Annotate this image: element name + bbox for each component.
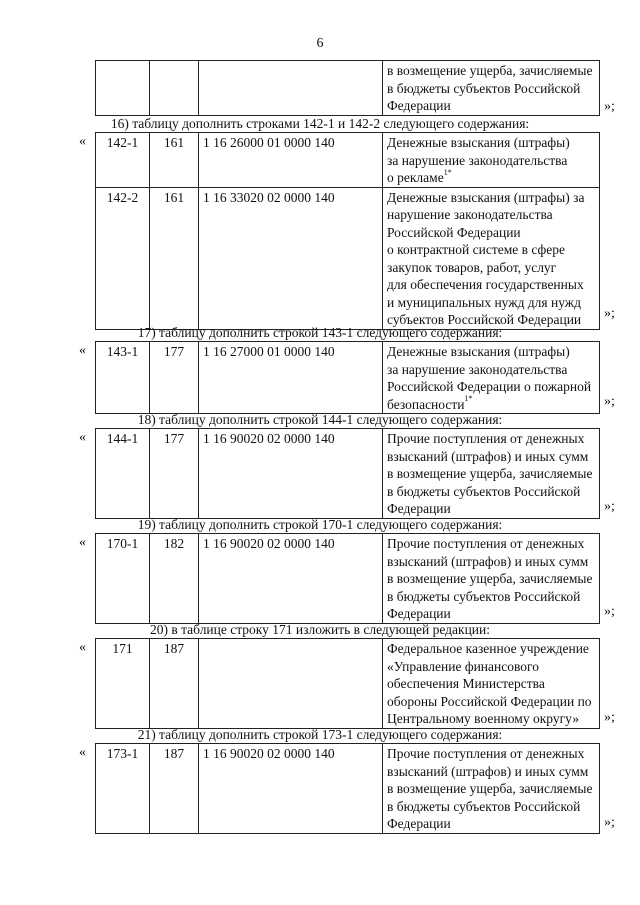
- close-quote: »;: [604, 499, 615, 514]
- description-cell: [383, 429, 600, 519]
- table-row: [95, 638, 600, 729]
- row-number-cell: 170-1: [96, 534, 150, 624]
- row-number-cell: 144-1: [96, 429, 150, 519]
- kbk-cell: 1 16 26000 01 0000 140: [199, 133, 383, 188]
- description-line: в бюджеты субъектов Российской: [387, 80, 581, 96]
- admin-code-cell: [150, 61, 199, 116]
- description-text: безопасности: [387, 396, 465, 412]
- close-quote: »;: [604, 306, 615, 321]
- table-row: [95, 743, 600, 834]
- table-row: [95, 428, 600, 519]
- open-quote: «: [79, 535, 86, 550]
- description-line: Российской Федерации: [387, 224, 521, 240]
- admin-code-cell: 177: [150, 342, 199, 414]
- admin-code-cell: 182: [150, 534, 199, 624]
- close-quote: »;: [604, 604, 615, 619]
- section-heading: 17) таблицу дополнить строкой 143-1 следующего содержания:: [137, 325, 503, 340]
- description-line: о контрактной системе в сфере: [387, 242, 566, 257]
- description-line: в возмещение ущерба, зачисляемые: [387, 466, 593, 481]
- description-line: Денежные взыскания (штрафы) за: [387, 189, 585, 205]
- description-line: в бюджеты субъектов Российской: [387, 798, 581, 814]
- description-cell: [383, 639, 600, 729]
- description-line: за нарушение законодательства: [387, 152, 568, 168]
- row-number-cell: 173-1: [96, 744, 150, 834]
- table-row: [95, 132, 600, 330]
- description-cell: [383, 744, 600, 834]
- description-line: Федерации: [387, 606, 451, 621]
- description-line: и муниципальных нужд для нужд: [387, 294, 581, 310]
- open-quote: «: [79, 343, 86, 358]
- footnote-mark: 1*: [443, 167, 452, 177]
- description-line: [387, 396, 595, 414]
- close-quote: »;: [604, 815, 615, 830]
- admin-code-cell: 187: [150, 639, 199, 729]
- description-line: в бюджеты субъектов Российской: [387, 483, 581, 499]
- admin-code-cell: 177: [150, 429, 199, 519]
- kbk-cell: 1 16 90020 02 0000 140: [199, 429, 383, 519]
- description-line: Федеральное казенное учреждение: [387, 641, 589, 656]
- description-cell: [383, 187, 600, 329]
- close-quote: »;: [604, 99, 615, 114]
- description-line: Прочие поступления от денежных: [387, 746, 585, 761]
- row-number-cell: 142-2: [96, 187, 150, 329]
- section-heading: 21) таблицу дополнить строкой 173-1 следующего содержания:: [137, 727, 503, 742]
- open-quote: «: [79, 640, 86, 655]
- admin-code-cell: 161: [150, 187, 199, 329]
- kbk-cell: [199, 61, 383, 116]
- description-cell: [383, 133, 600, 188]
- table-row: [95, 60, 600, 116]
- description-line: взысканий (штрафов) и иных сумм: [387, 553, 589, 569]
- footnote-mark: 1*: [464, 394, 473, 403]
- kbk-cell: 1 16 33020 02 0000 140: [199, 187, 383, 329]
- section-heading: 18) таблицу дополнить строкой 144-1 следующего содержания:: [137, 412, 503, 427]
- description-line: в возмещение ущерба, зачисляемые: [387, 63, 593, 78]
- description-line: Денежные взыскания (штрафы): [387, 344, 570, 359]
- row-number-cell: 171: [96, 639, 150, 729]
- description-line: «Управление финансового: [387, 658, 539, 674]
- open-quote: «: [79, 430, 86, 445]
- close-quote: »;: [604, 710, 615, 725]
- page-number: 6: [316, 36, 324, 51]
- description-line: закупок товаров, работ, услуг: [387, 259, 557, 275]
- kbk-cell: 1 16 27000 01 0000 140: [199, 342, 383, 414]
- row-number-cell: 143-1: [96, 342, 150, 414]
- description-line: в возмещение ущерба, зачисляемые: [387, 781, 593, 796]
- description-line: Центральному военному округу»: [387, 711, 579, 726]
- kbk-cell: 1 16 90020 02 0000 140: [199, 744, 383, 834]
- kbk-cell: [199, 639, 383, 729]
- section-heading: 16) таблицу дополнить строками 142-1 и 142-2 следующего содержания:: [110, 116, 530, 131]
- description-line: в возмещение ущерба, зачисляемые: [387, 571, 593, 586]
- open-quote: «: [79, 134, 86, 149]
- close-quote: »;: [604, 394, 615, 409]
- description-line: взысканий (штрафов) и иных сумм: [387, 763, 589, 779]
- row-number-cell: [96, 61, 150, 116]
- table-row: [95, 341, 600, 414]
- description-line: Федерации: [387, 98, 451, 113]
- description-line: Прочие поступления от денежных: [387, 536, 585, 551]
- table-row: [95, 533, 600, 624]
- description-line: обеспечения Министерства: [387, 676, 545, 691]
- admin-code-cell: 187: [150, 744, 199, 834]
- description-line: для обеспечения государственных: [387, 277, 584, 292]
- description-line: в бюджеты субъектов Российской: [387, 588, 581, 604]
- description-line: Российской Федерации о пожарной: [387, 379, 592, 394]
- description-line: взысканий (штрафов) и иных сумм: [387, 448, 589, 464]
- description-text: о рекламе: [387, 170, 444, 185]
- row-number-cell: 142-1: [96, 133, 150, 188]
- description-cell: [383, 61, 600, 116]
- description-line: субъектов Российской Федерации: [387, 312, 582, 327]
- kbk-cell: 1 16 90020 02 0000 140: [199, 534, 383, 624]
- description-line: Денежные взыскания (штрафы): [387, 135, 570, 150]
- description-line: [387, 169, 595, 187]
- section-heading: 20) в таблице строку 171 изложить в следующей редакции:: [149, 622, 491, 637]
- description-cell: [383, 342, 600, 414]
- description-line: обороны Российской Федерации по: [387, 693, 592, 709]
- description-line: за нарушение законодательства: [387, 361, 568, 377]
- description-line: Федерации: [387, 816, 451, 831]
- section-heading: 19) таблицу дополнить строкой 170-1 следующего содержания:: [137, 517, 503, 532]
- description-cell: [383, 534, 600, 624]
- open-quote: «: [79, 745, 86, 760]
- admin-code-cell: 161: [150, 133, 199, 188]
- description-line: нарушение законодательства: [387, 207, 553, 222]
- description-line: Прочие поступления от денежных: [387, 431, 585, 446]
- description-line: Федерации: [387, 501, 451, 516]
